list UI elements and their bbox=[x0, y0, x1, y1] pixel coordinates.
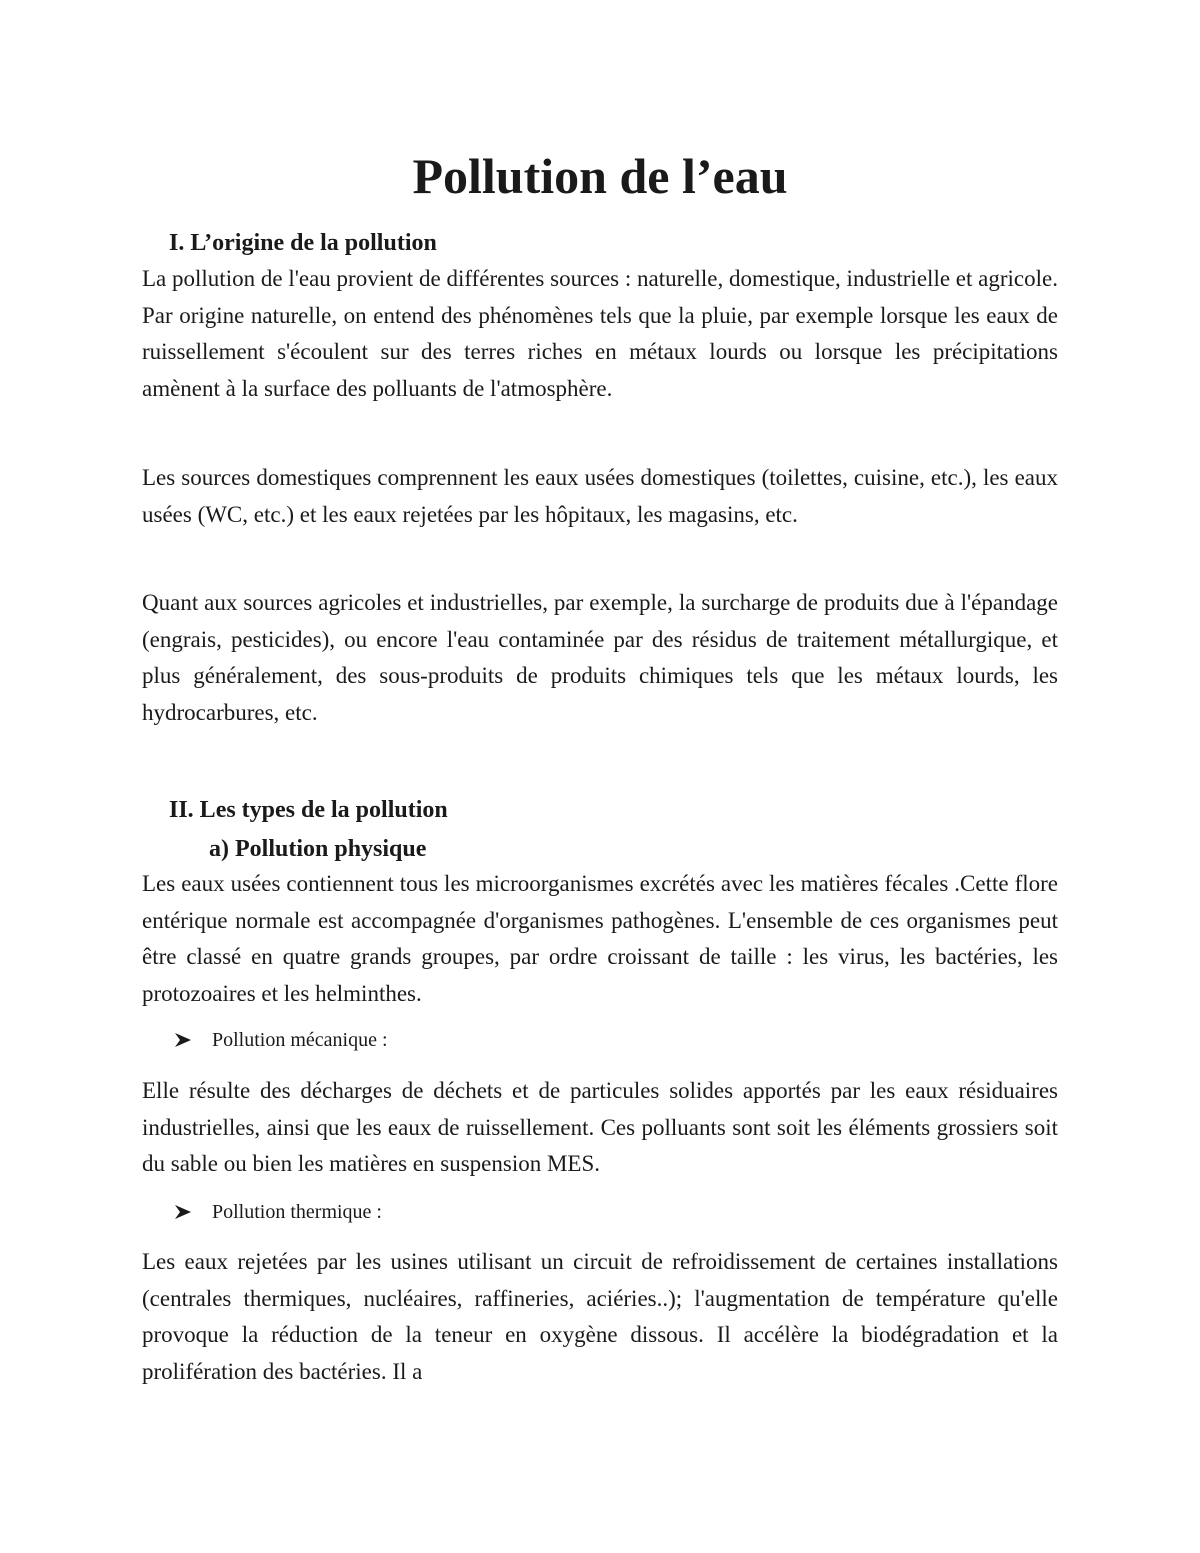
paragraph-sources-domestiques: Les sources domestiques comprennent les eaux usées domestiques (toilettes, cuisine, etc.), les eaux usées (WC, etc.) et les eaux rejetées par les hôpitaux, les magasins, etc. bbox=[142, 465, 1058, 527]
paragraph-origine-sources: La pollution de l'eau provient de différentes sources : naturelle, domestique, industrielle et agricole. Par origine naturelle, on entend des phénomènes tels que la pluie, par exemple lorsque les eaux de ruissellement s'écoulent sur des terres riches en métaux lourds ou lorsque les précipitations amènent à la surface des polluants de l'atmosphère. bbox=[142, 266, 1058, 401]
paragraph-pollution-thermique: Les eaux rejetées par les usines utilisant un circuit de refroidissement de certaines installations (centrales thermiques, nucléaires, raffineries, aciéries..); l'augmentation de température qu'elle provoque la réduction de la teneur en oxygène dissous. Il accélère la biodégradation et la prolifération des bactéries. Il a bbox=[142, 1249, 1058, 1384]
bullet-label-thermique: Pollution thermique : bbox=[212, 1201, 382, 1223]
paragraph-pollution-mecanique: Elle résulte des décharges de déchets et de particules solides apportés par les eaux résiduaires industrielles, ainsi que les eaux de ruissellement. Ces polluants sont soit les éléments grossiers soit du sable ou bien les matières en suspension MES. bbox=[142, 1078, 1058, 1176]
bullet-pollution-thermique bbox=[174, 1198, 382, 1226]
paragraph-pollution-physique: Les eaux usées contiennent tous les microorganismes excrétés avec les matières fécales .Cette flore entérique normale est accompagnée d'organismes pathogènes. L'ensemble de ces organismes peut être classé en quatre grands groupes, par ordre croissant de taille : les virus, les bactéries, les protozoaires et les helminthes. bbox=[142, 871, 1058, 1006]
arrowhead-bullet-icon bbox=[174, 1030, 212, 1050]
section-heading-types: II. Les types de la pollution bbox=[169, 797, 448, 823]
bullet-label-mecanique: Pollution mécanique : bbox=[212, 1029, 388, 1051]
arrowhead-bullet-icon bbox=[174, 1202, 212, 1222]
paragraph-sources-agricoles: Quant aux sources agricoles et industrielles, par exemple, la surcharge de produits due à l'épandage (engrais, pesticides), ou encore l'eau contaminée par des résidus de traitement métallurgique, et plus généralement, des sous-produits de produits chimiques tels que les métaux lourds, les hydrocarbures, etc. bbox=[142, 590, 1058, 725]
document-title: Pollution de l’eau bbox=[412, 148, 788, 204]
bullet-pollution-mecanique bbox=[174, 1026, 388, 1054]
subheading-pollution-physique: a) Pollution physique bbox=[209, 836, 427, 862]
section-heading-origine: I. L’origine de la pollution bbox=[169, 230, 437, 256]
